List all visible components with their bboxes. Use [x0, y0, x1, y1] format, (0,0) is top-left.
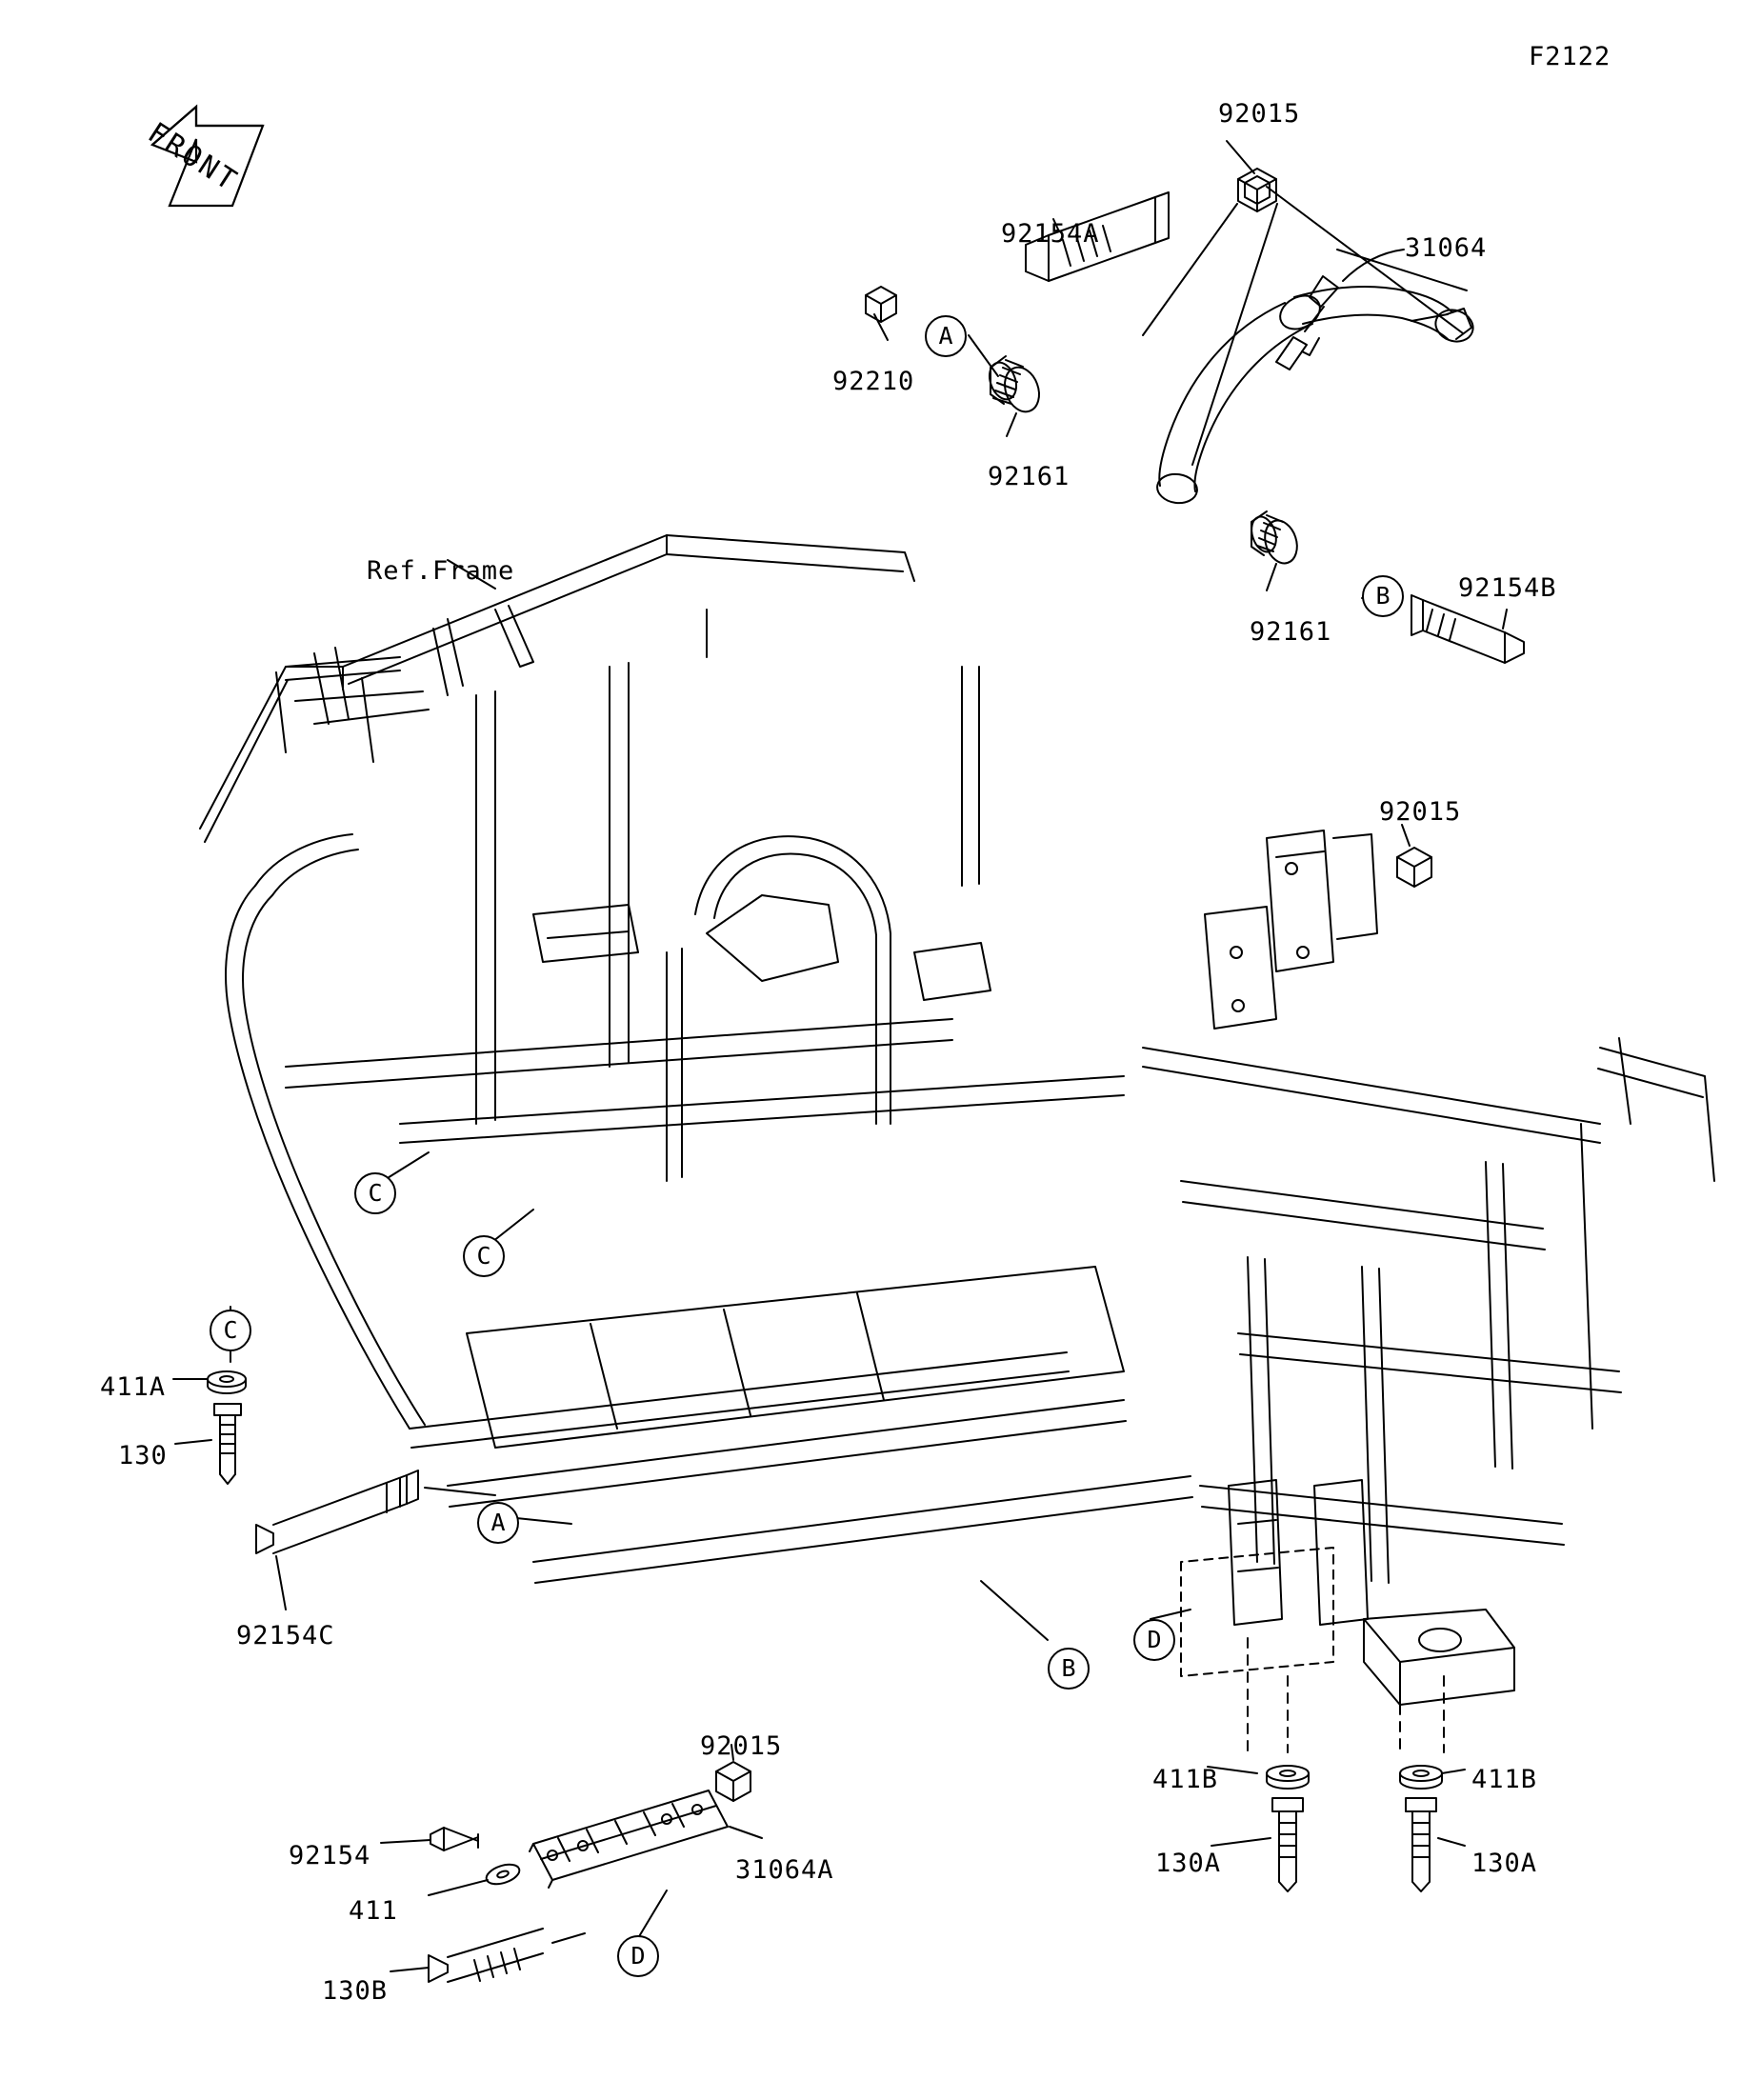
balloon-A-left: A	[477, 1502, 519, 1544]
balloon-C-mid: C	[354, 1172, 396, 1214]
balloon-D-low: D	[617, 1935, 659, 1977]
callout-411A: 411A	[100, 1372, 167, 1402]
callout-411B-right: 411B	[1471, 1765, 1538, 1794]
callout-92015-bottom: 92015	[700, 1731, 783, 1761]
sheet-code: F2122	[1529, 42, 1611, 71]
callout-92154B: 92154B	[1458, 573, 1557, 603]
balloon-B-top: B	[1362, 575, 1404, 617]
callout-92161-lower: 92161	[1250, 617, 1332, 647]
callout-92015-top: 92015	[1218, 99, 1301, 129]
callout-92154C: 92154C	[236, 1621, 335, 1650]
callout-ref-frame: Ref.Frame	[367, 556, 515, 586]
callout-130: 130	[118, 1441, 168, 1470]
callout-130B: 130B	[322, 1976, 389, 2006]
callout-92154A: 92154A	[1001, 219, 1100, 249]
callout-92161-upper: 92161	[988, 462, 1071, 491]
callout-31064: 31064	[1405, 233, 1488, 263]
balloon-C-left: C	[210, 1310, 251, 1351]
balloon-C-low: C	[463, 1235, 505, 1277]
callout-31064A: 31064A	[735, 1855, 834, 1885]
balloon-A-top: A	[925, 315, 967, 357]
callout-92210: 92210	[832, 367, 915, 396]
callout-92154: 92154	[289, 1841, 371, 1870]
callout-130A-left: 130A	[1155, 1849, 1222, 1878]
front-label: FRONT	[141, 116, 245, 199]
balloon-B-low: B	[1048, 1648, 1090, 1690]
balloon-D-frame: D	[1133, 1619, 1175, 1661]
callout-92015-mid: 92015	[1379, 797, 1462, 827]
callout-411B-left: 411B	[1152, 1765, 1219, 1794]
callout-130A-right: 130A	[1471, 1849, 1538, 1878]
callout-411: 411	[349, 1896, 398, 1926]
